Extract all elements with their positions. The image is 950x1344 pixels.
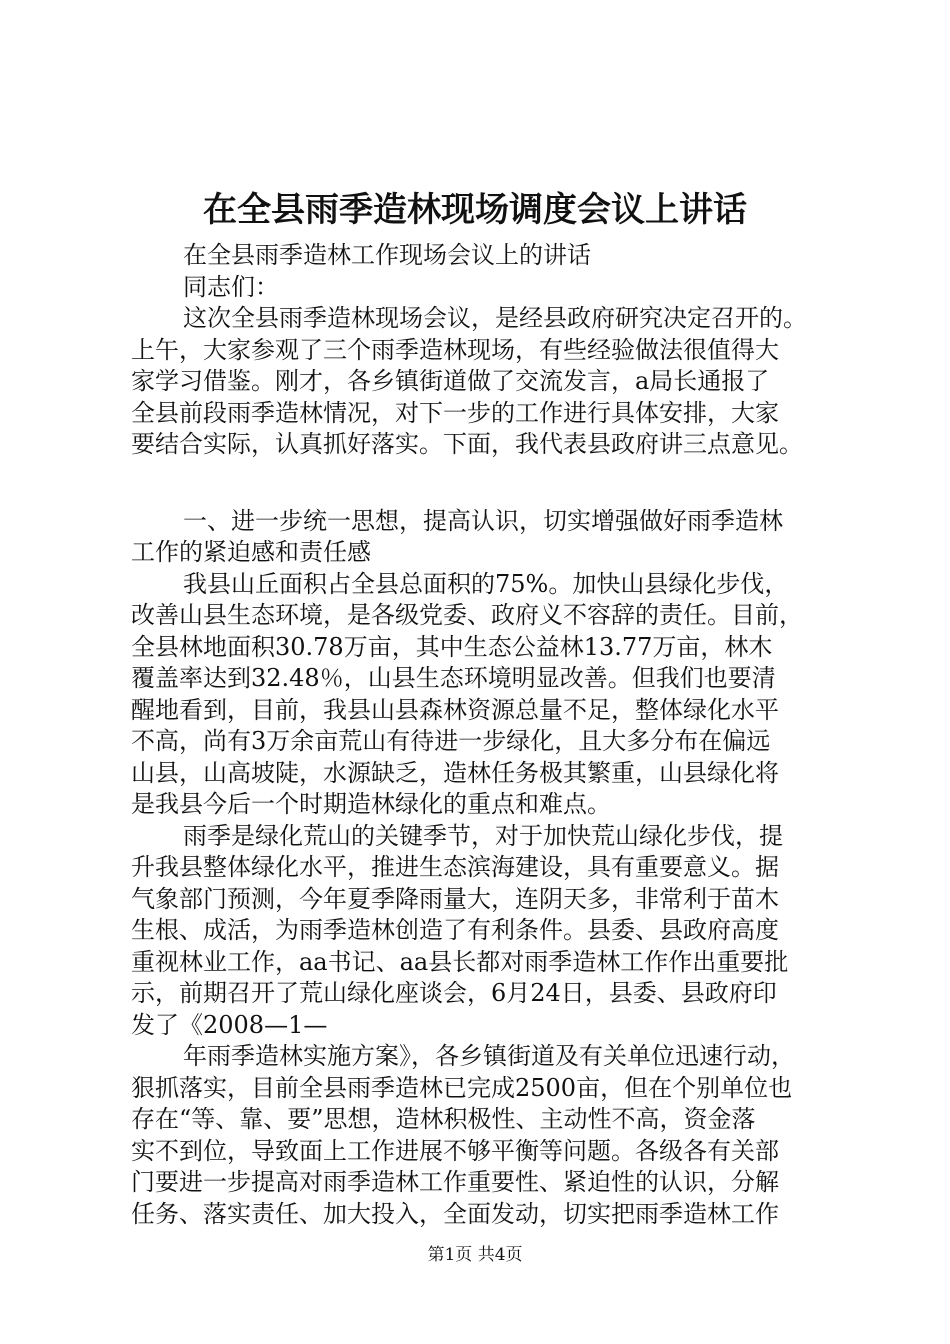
paragraph-line: 这次全县雨季造林现场会议，是经县政府研究决定召开的。 [183,304,807,332]
paragraph-line: 不高，尚有3万余亩荒山有待进一步绿化，且大多分布在偏远 [131,727,771,755]
paragraph-line: 存在“等、靠、要”思想，造林积极性、主动性不高，资金落 [131,1105,756,1133]
paragraph-line: 全县林地面积30.78万亩，其中生态公益林13.77万亩，林木 [131,632,773,661]
paragraph-line: 生根、成活，为雨季造林创造了有利条件。县委、县政府高度 [131,916,779,944]
paragraph-line: 示，前期召开了荒山绿化座谈会，6月24日，县委、县政府印 [131,979,777,1007]
section-heading-line: 工作的紧迫感和责任感 [131,538,371,566]
paragraph-line: 覆盖率达到32.48％，山县生态环境明显改善。但我们也要清 [131,664,776,692]
paragraph-line: 门要进一步提高对雨季造林工作重要性、紧迫性的认识，分解 [131,1168,779,1196]
paragraph-line: 山县，山高坡陡，水源缺乏，造林任务极其繁重，山县绿化将 [131,758,779,787]
paragraph-line: 发了《2008—1— [131,1010,328,1039]
paragraph-line: 是我县今后一个时期造林绿化的重点和难点。 [131,790,611,818]
paragraph-line: 重视林业工作，aa书记、aa县长都对雨季造林工作作出重要批 [131,947,789,976]
paragraph-line: 雨季是绿化荒山的关键季节，对于加快荒山绿化步伐，提 [183,821,783,850]
paragraph-line: 家学习借鉴。刚才，各乡镇街道做了交流发言，a局长通报了 [131,367,770,395]
paragraph-line: 改善山县生态环境，是各级党委、政府义不容辞的责任。目前， [131,601,803,629]
paragraph-line: 年雨季造林实施方案》，各乡镇街道及有关单位迅速行动， [183,1042,795,1070]
subtitle-line: 在全县雨季造林工作现场会议上的讲话 [183,241,591,269]
paragraph-line: 上午，大家参观了三个雨季造林现场，有些经验做法很值得大 [131,335,779,364]
paragraph-line: 气象部门预测，今年夏季降雨量大，连阴天多，非常利于苗木 [131,884,779,913]
paragraph-line: 升我县整体绿化水平，推进生态滨海建设，具有重要意义。据 [131,853,779,881]
paragraph-line: 实不到位，导致面上工作进展不够平衡等问题。各级各有关部 [131,1136,779,1165]
paragraph-line: 任务、落实责任、加大投入，全面发动，切实把雨季造林工作 [131,1199,779,1228]
paragraph-line: 要结合实际，认真抓好落实。下面，我代表县政府讲三点意见。 [131,430,803,458]
paragraph-line: 我县山丘面积占全县总面积的75%。加快山县绿化步伐， [183,569,789,598]
paragraph-line: 醒地看到，目前，我县山县森林资源总量不足，整体绿化水平 [131,695,779,724]
page-footer: 第1页 共4页 [427,1245,523,1265]
paragraph-line: 狠抓落实，目前全县雨季造林已完成2500亩，但在个别单位也 [131,1073,793,1102]
paragraph-gap [131,461,851,506]
paragraph-line: 全县前段雨季造林情况，对下一步的工作进行具体安排，大家 [131,398,779,427]
document-body [131,240,851,1230]
document-title: 在全县雨季造林现场调度会议上讲话 [203,190,747,230]
section-heading-line: 一、进一步统一思想，提高认识，切实增强做好雨季造林 [183,506,783,535]
salutation-line: 同志们： [183,272,279,301]
